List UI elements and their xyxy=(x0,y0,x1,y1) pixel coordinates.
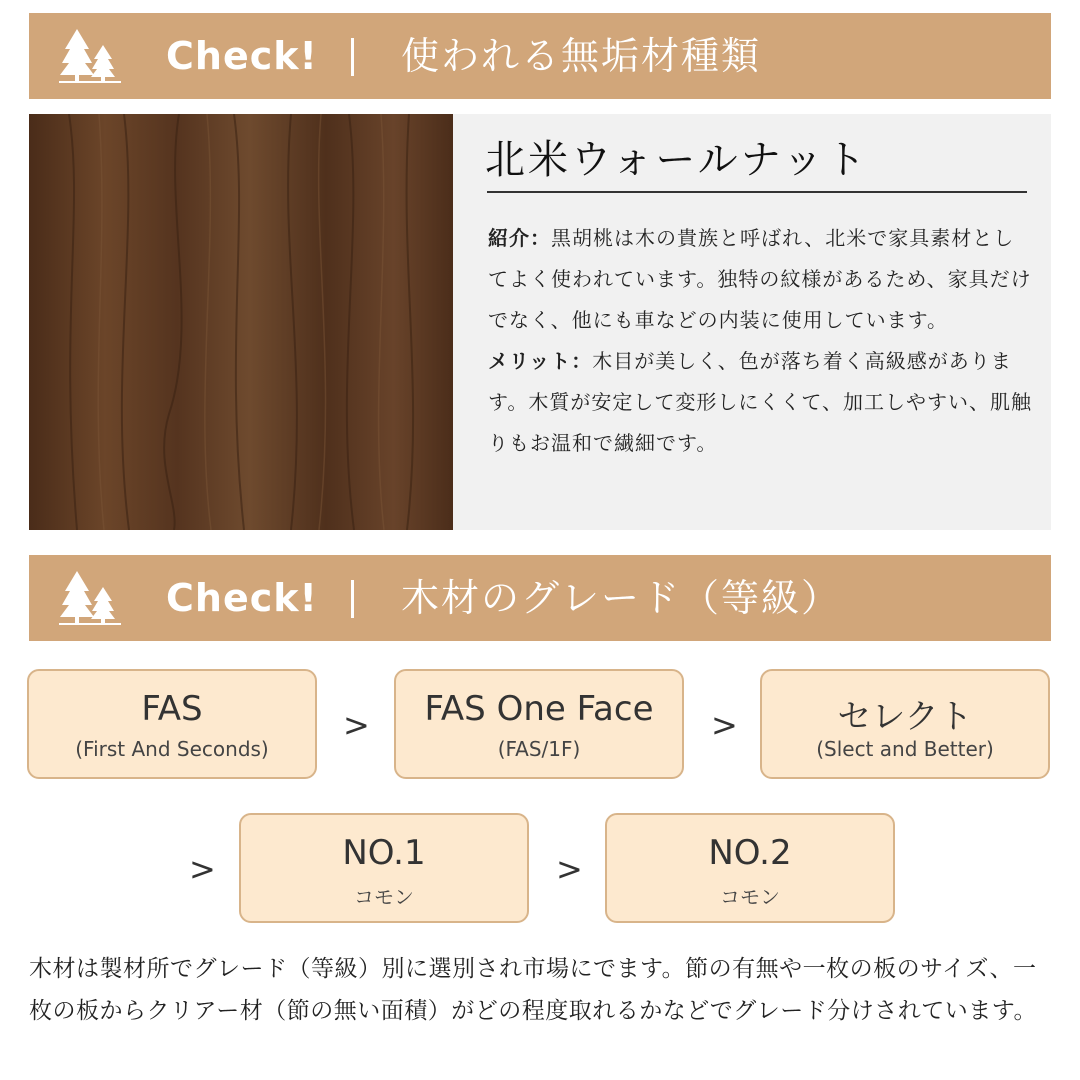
grade-subtitle: コモン xyxy=(720,885,780,909)
intro-label: 紹介： xyxy=(488,226,551,250)
tree-icon xyxy=(59,27,121,85)
wood-description xyxy=(488,218,1033,464)
section-banner-wood-types xyxy=(29,13,1051,99)
grade-subtitle: (First And Seconds) xyxy=(75,737,269,761)
grade-name: NO.2 xyxy=(708,833,792,873)
walnut-wood-image xyxy=(29,114,453,530)
check-label: Check! xyxy=(166,34,318,78)
grade-box-fas xyxy=(27,669,317,779)
check-label: Check! xyxy=(166,576,318,620)
grade-box-no1-common xyxy=(239,813,529,923)
section-banner-grades xyxy=(29,555,1051,641)
grade-explanation-text: 木材は製材所でグレード（等級）別に選別され市場にでます。節の有無や一枚の板のサイズ、一枚の板からクリアー材（節の無い面積）がどの程度取れるかなどでグレード分けされています。 xyxy=(29,956,1037,1024)
tree-icon xyxy=(59,569,121,627)
grade-arrow: > xyxy=(189,850,216,888)
grade-box-select xyxy=(760,669,1050,779)
merit-text: 木目が美しく、色が落ち着く高級感があります。木質が安定して変形しにくくて、加工しやすい、肌触りもお温和で繊細です。 xyxy=(488,349,1032,455)
grade-name: FAS xyxy=(141,689,203,729)
grade-arrow: > xyxy=(343,706,370,744)
section-title: 使われる無垢材種類 xyxy=(401,34,762,78)
grade-name: セレクト xyxy=(837,697,973,737)
grade-subtitle: (FAS/1F) xyxy=(497,737,581,761)
grade-box-fas-one-face xyxy=(394,669,684,779)
section-title: 木材のグレード（等級） xyxy=(401,576,842,620)
wood-info-panel xyxy=(453,114,1051,530)
grade-name: FAS One Face xyxy=(424,689,654,729)
divider xyxy=(351,38,354,76)
divider xyxy=(351,580,354,618)
grade-box-no2-common xyxy=(605,813,895,923)
intro-paragraph xyxy=(488,218,1033,341)
grade-arrow: > xyxy=(711,706,738,744)
grade-name: NO.1 xyxy=(342,833,426,873)
merit-paragraph xyxy=(488,341,1033,464)
grade-subtitle: コモン xyxy=(354,885,414,909)
grade-arrow: > xyxy=(556,850,583,888)
grade-subtitle: (Slect and Better) xyxy=(816,737,994,761)
title-underline xyxy=(487,191,1027,193)
merit-label: メリット： xyxy=(488,349,593,373)
intro-text: 黒胡桃は木の貴族と呼ばれ、北米で家具素材としてよく使われています。独特の紋様があるため、家具だけでなく、他にも車などの内装に使用しています。 xyxy=(488,226,1032,332)
wood-species-name: 北米ウォールナット xyxy=(485,137,869,183)
